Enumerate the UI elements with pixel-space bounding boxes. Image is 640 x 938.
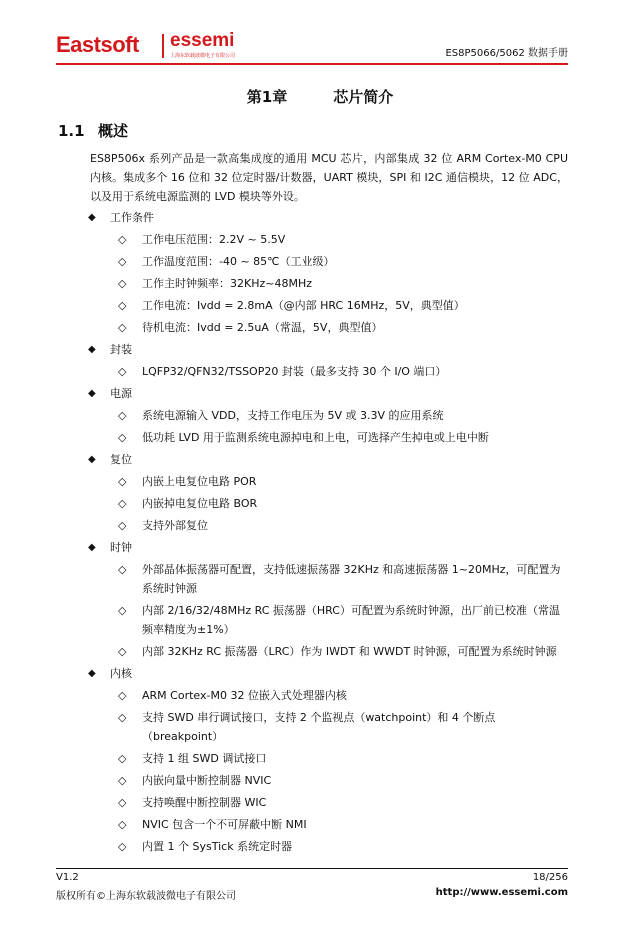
feature-category-label: 时钟 <box>110 541 132 554</box>
hollow-diamond-icon: ◇ <box>118 497 127 510</box>
feature-item <box>88 251 568 273</box>
hollow-diamond-icon: ◇ <box>118 752 127 765</box>
feature-item-text: 内部 2/16/32/48MHz RC 振荡器（HRC）可配置为系统时钟源，出厂前已校准（常温频率精度为±1%） <box>142 604 560 636</box>
hollow-diamond-icon: ◇ <box>118 255 127 268</box>
header-divider <box>56 63 568 65</box>
feature-item <box>88 493 568 515</box>
chapter-heading <box>0 86 640 107</box>
hollow-diamond-icon: ◇ <box>118 840 127 853</box>
chapter-number: 第1章 <box>246 88 288 106</box>
feature-sublist <box>110 559 568 663</box>
diamond-bullet-icon: ◆ <box>88 344 96 355</box>
feature-item <box>88 748 568 770</box>
feature-sublist <box>110 405 568 449</box>
hollow-diamond-icon: ◇ <box>118 277 127 290</box>
feature-item-text: 内嵌掉电复位电路 BOR <box>142 497 258 510</box>
hollow-diamond-icon: ◇ <box>118 475 127 488</box>
feature-item <box>88 685 568 707</box>
page-header <box>56 30 568 62</box>
feature-item <box>88 792 568 814</box>
feature-item <box>88 836 568 858</box>
feature-item-text: 外部晶体振荡器可配置，支持低速振荡器 32KHz 和高速振荡器 1~20MHz，可配置为系统时钟源 <box>142 563 561 595</box>
hollow-diamond-icon: ◇ <box>118 321 127 334</box>
feature-item <box>88 770 568 792</box>
diamond-bullet-icon: ◆ <box>88 212 96 223</box>
logo-divider <box>162 34 164 58</box>
section-number: 1.1 <box>58 122 85 140</box>
document-title: ES8P5066/5062 数据手册 <box>445 48 568 59</box>
footer-divider <box>56 868 568 869</box>
feature-sublist <box>110 361 568 383</box>
hollow-diamond-icon: ◇ <box>118 645 127 658</box>
feature-item <box>88 641 568 663</box>
feature-item-text: 支持 1 组 SWD 调试接口 <box>142 752 267 765</box>
feature-item-text: 系统电源输入 VDD，支持工作电压为 5V 或 3.3V 的应用系统 <box>142 409 444 422</box>
feature-item-text: 内置 1 个 SysTick 系统定时器 <box>142 840 293 853</box>
feature-item-text: 支持外部复位 <box>142 519 208 532</box>
feature-item-text: 工作温度范围：-40 ~ 85℃（工业级） <box>142 255 335 268</box>
feature-item <box>88 707 568 748</box>
version-label: V1.2 <box>56 872 79 883</box>
feature-item-text: 内部 32KHz RC 振荡器（LRC）作为 IWDT 和 WWDT 时钟源，可配置为系统时钟源 <box>142 645 557 658</box>
feature-item <box>88 317 568 339</box>
chapter-title: 芯片简介 <box>333 88 394 106</box>
feature-item <box>88 427 568 449</box>
feature-category <box>88 449 568 537</box>
hollow-diamond-icon: ◇ <box>118 796 127 809</box>
feature-item-text: 工作主时钟频率：32KHz~48MHz <box>142 277 313 290</box>
diamond-bullet-icon: ◆ <box>88 668 96 679</box>
logo-subtitle: 上海东软载波微电子有限公司 <box>170 53 236 59</box>
feature-sublist <box>110 471 568 537</box>
feature-item-text: LQFP32/QFN32/TSSOP20 封装（最多支持 30 个 I/O 端口） <box>142 365 447 378</box>
feature-item <box>88 515 568 537</box>
hollow-diamond-icon: ◇ <box>118 711 127 724</box>
intro-paragraph: ES8P506x 系列产品是一款高集成度的通用 MCU 芯片，内部集成 32 位 ARM Cortex-M0 CPU 内核。集成多个 16 位和 32 位定时器/计数器，UART 模块，SPI 和 I2C 通信模块，12 位 ADC，以及用于系统电源监测的 LVD 模块等外设。 <box>90 152 568 203</box>
feature-category <box>88 537 568 663</box>
feature-item <box>88 600 568 641</box>
feature-category <box>88 383 568 449</box>
feature-item <box>88 559 568 600</box>
feature-category <box>88 207 568 339</box>
feature-item <box>88 273 568 295</box>
hollow-diamond-icon: ◇ <box>118 409 127 422</box>
essemi-logo: essemi <box>170 30 235 51</box>
feature-item <box>88 361 568 383</box>
diamond-bullet-icon: ◆ <box>88 388 96 399</box>
feature-category-label: 封装 <box>110 343 132 356</box>
hollow-diamond-icon: ◇ <box>118 365 127 378</box>
feature-category-label: 复位 <box>110 453 132 466</box>
feature-sublist <box>110 229 568 339</box>
diamond-bullet-icon: ◆ <box>88 454 96 465</box>
feature-item-text: ARM Cortex-M0 32 位嵌入式处理器内核 <box>142 689 347 702</box>
section-heading <box>58 120 128 141</box>
hollow-diamond-icon: ◇ <box>118 689 127 702</box>
copyright-text: 版权所有©上海东软载波微电子有限公司 <box>56 891 236 902</box>
feature-item <box>88 814 568 836</box>
hollow-diamond-icon: ◇ <box>118 233 127 246</box>
section-title: 概述 <box>98 122 129 140</box>
feature-item <box>88 405 568 427</box>
hollow-diamond-icon: ◇ <box>118 519 127 532</box>
feature-item-text: 支持 SWD 串行调试接口，支持 2 个监视点（watchpoint）和 4 个断点（breakpoint） <box>142 711 496 743</box>
hollow-diamond-icon: ◇ <box>118 604 127 617</box>
eastsoft-logo: Eastsoft <box>56 32 139 57</box>
feature-category-label: 内核 <box>110 667 132 680</box>
hollow-diamond-icon: ◇ <box>118 431 127 444</box>
feature-item-text: 支持唤醒中断控制器 WIC <box>142 796 267 809</box>
website-url: http://www.essemi.com <box>435 887 568 898</box>
feature-item <box>88 471 568 493</box>
feature-sublist <box>110 685 568 858</box>
feature-category <box>88 663 568 858</box>
feature-category-label: 电源 <box>110 387 132 400</box>
feature-item-text: NVIC 包含一个不可屏蔽中断 NMI <box>142 818 307 831</box>
feature-item-text: 低功耗 LVD 用于监测系统电源掉电和上电，可选择产生掉电或上电中断 <box>142 431 489 444</box>
hollow-diamond-icon: ◇ <box>118 774 127 787</box>
feature-list <box>88 207 568 858</box>
hollow-diamond-icon: ◇ <box>118 563 127 576</box>
feature-item-text: 待机电流：Ivdd = 2.5uA（常温，5V，典型值） <box>142 321 383 334</box>
hollow-diamond-icon: ◇ <box>118 299 127 312</box>
hollow-diamond-icon: ◇ <box>118 818 127 831</box>
feature-category-label: 工作条件 <box>110 211 154 224</box>
feature-item-text: 内嵌上电复位电路 POR <box>142 475 257 488</box>
feature-item <box>88 229 568 251</box>
feature-item-text: 工作电流：Ivdd = 2.8mA（@内部 HRC 16MHz，5V，典型值） <box>142 299 465 312</box>
feature-item-text: 内嵌向量中断控制器 NVIC <box>142 774 272 787</box>
diamond-bullet-icon: ◆ <box>88 542 96 553</box>
feature-item-text: 工作电压范围：2.2V ~ 5.5V <box>142 233 286 246</box>
page-number: 18/256 <box>532 872 568 883</box>
feature-category <box>88 339 568 383</box>
feature-item <box>88 295 568 317</box>
